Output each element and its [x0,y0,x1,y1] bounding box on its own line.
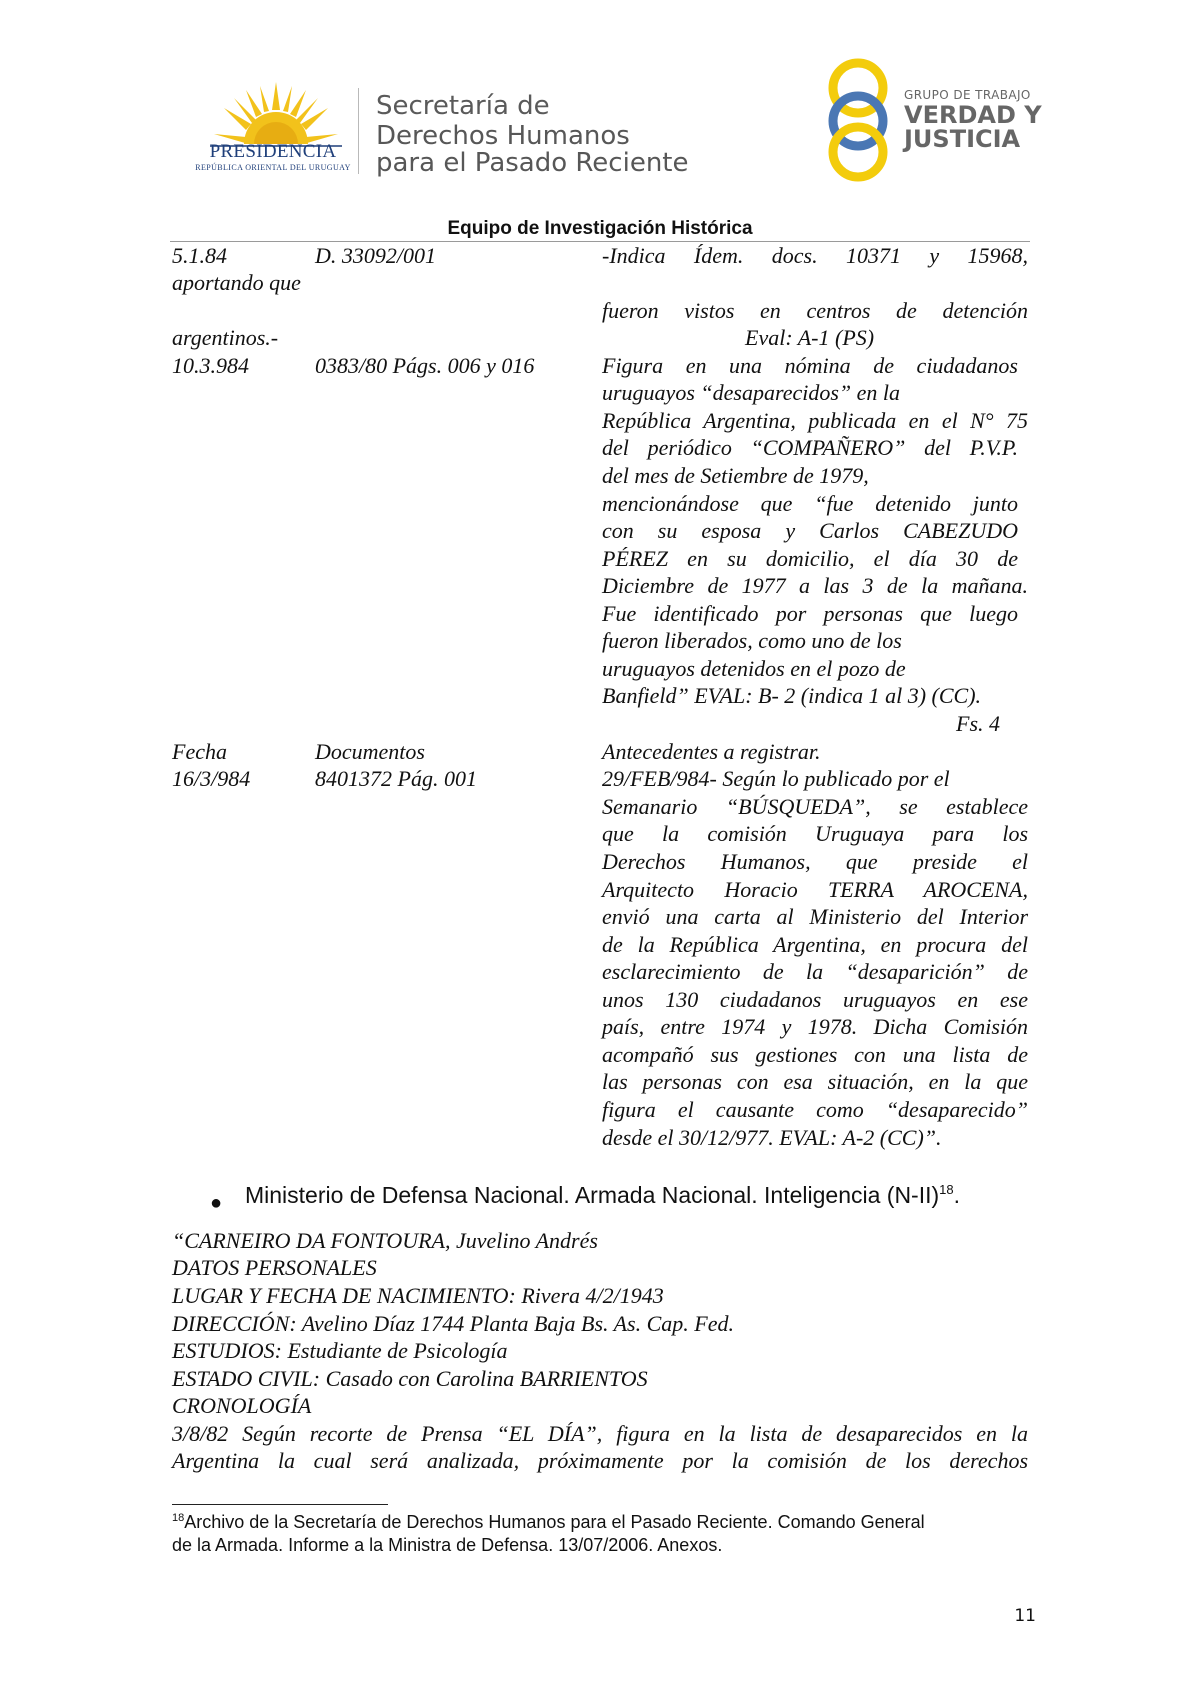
quote-line: LUGAR Y FECHA DE NACIMIENTO: Rivera 4/2/1943 [172,1283,664,1308]
footnote-number: 18 [172,1512,185,1524]
secretaria-line-3: para el Pasado Reciente [376,148,689,178]
presidencia-subtitle: REPÚBLICA ORIENTAL DEL URUGUAY [195,163,351,172]
entry-2-text-line: Fue identificado por personas que luego [602,601,1018,626]
entry-3-text-line: figura el causante como “desaparecido” [602,1097,1028,1122]
entry-2-text-line: PÉREZ en su domicilio, el día 30 de [602,546,1018,571]
entry-2-text-line: República Argentina, publicada en el N° 75 [602,408,1028,433]
column-header-antecedentes: Antecedentes a registrar. [602,739,821,764]
entry-2-text-line: uruguayos detenidos en el pozo de [602,656,906,681]
bullet-end: . [953,1182,961,1208]
secretaria-line-1: Secretaría de [376,91,550,121]
entry-3-text-line: unos 130 ciudadanos uruguayos en ese [602,987,1028,1012]
quote-line: ESTUDIOS: Estudiante de Psicología [172,1338,508,1363]
entry-2-text-line: uruguayos “desaparecidos” en la [602,380,901,405]
presidencia-wordmark: PRESIDENCIA [209,141,337,162]
footnote-line [172,1511,1030,1534]
entry-2-text-line: fueron liberados, como uno de los [602,628,902,653]
bullet-item [245,1180,960,1210]
entry-3-doc: 8401372 Pág. 001 [315,766,477,791]
entry-3-text-line: Derechos Humanos, que preside el [602,849,1028,874]
column-header-documentos: Documentos [315,739,425,764]
entry-2-text-line: Banfield” EVAL: B- 2 (indica 1 al 3) (CC). [602,683,982,708]
entry-3-text-line: desde el 30/12/977. EVAL: A-2 (CC)”. [602,1125,942,1150]
entry-3-text-line: las personas con esa situación, en la que [602,1069,1028,1094]
quote-line: DATOS PERSONALES [172,1255,377,1280]
entry-3-date: 16/3/984 [172,766,251,791]
footnote-separator [172,1504,388,1505]
secretaria-line-2: Derechos Humanos [376,121,630,151]
entry-1-text-line: -Indica Ídem. docs. 10371 y 15968, [602,243,1028,268]
quote-paragraph-line: Argentina la cual será analizada, próximamente por la comisión de los derechos [172,1448,1028,1473]
bullet-text: Ministerio de Defensa Nacional. Armada Nacional. Inteligencia (N-II) [245,1182,940,1208]
quote-line: CRONOLOGÍA [172,1393,312,1418]
entry-2-text-line: Diciembre de 1977 a las 3 de la mañana. [602,573,1028,598]
quote-line: “CARNEIRO DA FONTOURA, Juvelino Andrés [172,1228,598,1253]
verdad-justicia-rings-logo [818,56,898,182]
entry-1-doc: D. 33092/001 [315,243,436,268]
entry-3-text-line: de la República Argentina, en procura del [602,932,1028,957]
quote-paragraph-line: 3/8/82 Según recorte de Prensa “EL DÍA”, figura en la lista de desaparecidos en la [172,1421,1028,1446]
entry-2-text-line: del mes de Setiembre de 1979, [602,463,869,488]
entry-3-text-line: que la comisión Uruguaya para los [602,821,1028,846]
entry-2-text-line: del periódico “COMPAÑERO” del P.V.P. [602,435,1018,460]
gtvj-line-2: VERDAD Y [904,101,1042,129]
entry-2-text-line: con su esposa y Carlos CABEZUDO [602,518,1018,543]
entry-3-text-line: esclarecimiento de la “desaparición” de [602,959,1028,984]
footnote-text: Archivo de la Secretaría de Derechos Humanos para el Pasado Reciente. Comando General [184,1512,925,1532]
entry-2-text-line: Figura en una nómina de ciudadanos [602,353,1018,378]
column-header-fecha: Fecha [172,739,227,764]
entry-3-text-line: envió una carta al Ministerio del Interior [602,904,1028,929]
entry-3-text-line: 29/FEB/984- Según lo publicado por el [602,766,950,791]
entry-2-folio: Fs. 4 [956,711,1000,736]
bullet-icon: ● [210,1192,223,1214]
entry-1-date: 5.1.84 [172,243,227,268]
entry-2-date: 10.3.984 [172,353,249,378]
team-title: Equipo de Investigación Histórica [447,218,753,239]
entry-1-text-continuation: argentinos.- [172,325,279,350]
entry-3-text-line: país, entre 1974 y 1978. Dicha Comisión [602,1014,1028,1039]
entry-3-text-line: acompañó sus gestiones con una lista de [602,1042,1028,1067]
entry-3-text-line: Semanario “BÚSQUEDA”, se establece [602,794,1028,819]
entry-1-text-line: fueron vistos en centros de detención [602,298,1028,323]
entry-1-eval: Eval: A-1 (PS) [745,325,875,350]
footnote-line: de la Armada. Informe a la Ministra de Defensa. 13/07/2006. Anexos. [172,1535,723,1555]
header-divider [358,88,359,174]
entry-2-text-line: mencionándose que “fue detenido junto [602,491,1018,516]
gtvj-line-3: JUSTICIA [904,125,1021,153]
gtvj-line-1: GRUPO DE TRABAJO [904,88,1031,102]
quote-line: ESTADO CIVIL: Casado con Carolina BARRIENTOS [172,1366,648,1391]
entry-2-doc: 0383/80 Págs. 006 y 016 [315,353,535,378]
quote-line: DIRECCIÓN: Avelino Díaz 1744 Planta Baja Bs. As. Cap. Fed. [172,1311,734,1336]
footnote-reference[interactable]: 18 [939,1182,954,1197]
entry-1-text-continuation: aportando que [172,270,301,295]
page-number: 11 [1014,1606,1036,1626]
entry-3-text-line: Arquitecto Horacio TERRA AROCENA, [602,877,1028,902]
